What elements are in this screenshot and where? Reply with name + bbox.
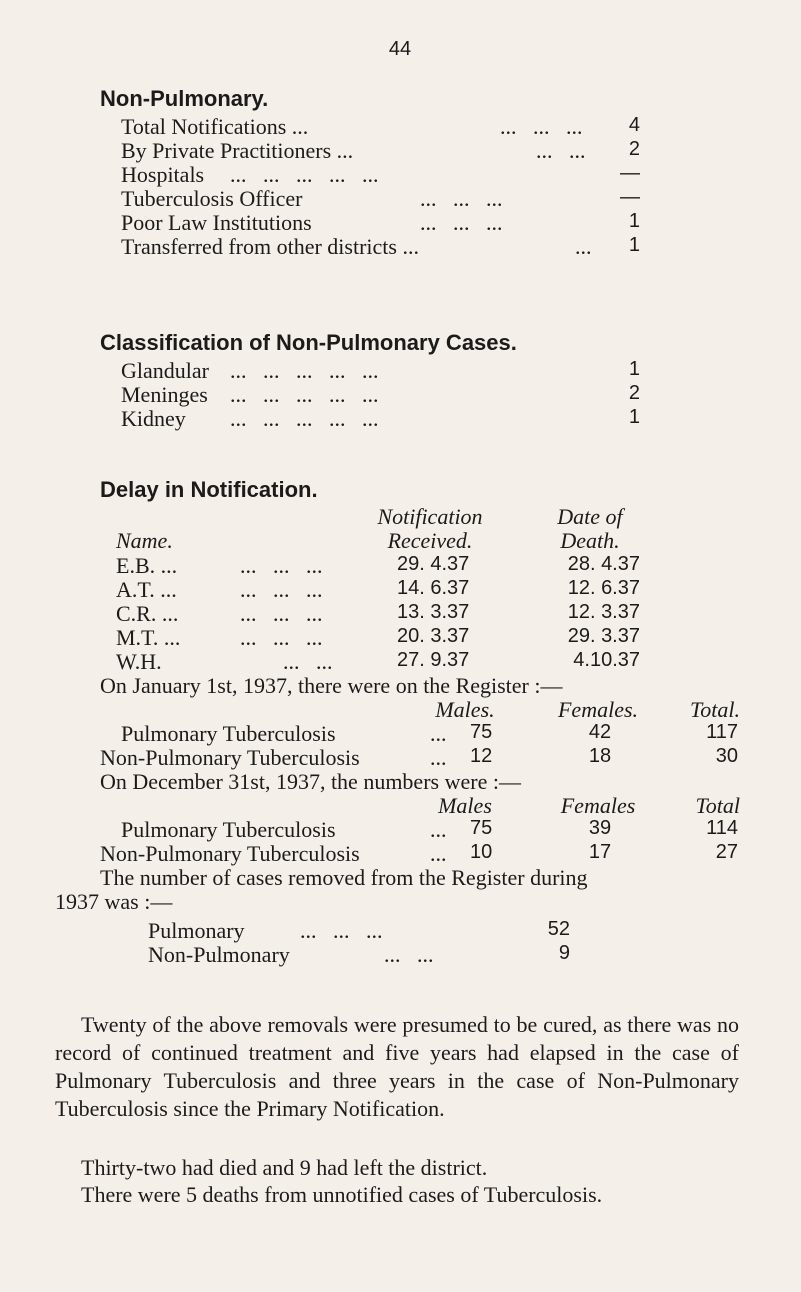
leader-dots: ... [575, 234, 592, 259]
leader-dots: ... [430, 745, 447, 770]
table-cell-received: 13. 3.37 [397, 601, 470, 623]
list-item-value: 4 [628, 114, 640, 136]
table-cell-males: 10 [470, 841, 493, 863]
list-item-label: Non-Pulmonary [148, 942, 290, 967]
column-header-females: Females. [557, 697, 639, 722]
unnotified-deaths-paragraph: There were 5 deaths from unnotified cases of Tuberculosis. [81, 1182, 603, 1207]
leader-dots: ... ... ... [240, 625, 323, 650]
non-pulmonary-heading: Non-Pulmonary. [100, 86, 269, 111]
table-cell-name: M.T. ... [116, 625, 181, 650]
list-item-value: 1 [628, 358, 640, 380]
deaths-paragraph: Thirty-two had died and 9 had left the district. [81, 1155, 488, 1180]
list-item-value: 1 [628, 234, 640, 256]
list-item-label: By Private Practitioners ... [121, 138, 354, 163]
leader-dots: ... ... ... [500, 114, 583, 139]
column-header-death: Death. [560, 528, 620, 553]
leader-dots: ... ... [536, 138, 586, 163]
column-header-date: Date of [557, 504, 623, 529]
list-item-label: Meninges [121, 382, 208, 407]
leader-dots: ... ... ... [420, 186, 503, 211]
list-item-value: 52 [547, 918, 570, 940]
table-cell-label: Non-Pulmonary Tuberculosis [100, 745, 360, 770]
column-header-notification: Notification [377, 504, 483, 529]
list-item-label: Transferred from other districts ... [121, 234, 419, 259]
list-item-value: 2 [628, 138, 640, 160]
leader-dots: ... ... ... ... ... [230, 358, 379, 383]
table-cell-females: 42 [588, 721, 612, 743]
table-cell-received: 14. 6.37 [397, 577, 470, 599]
list-item-label: Hospitals [121, 162, 205, 187]
leader-dots: ... ... ... [240, 601, 323, 626]
column-header-total: Total [695, 793, 740, 818]
register-dec-intro: On December 31st, 1937, the numbers were :— [100, 769, 521, 794]
table-cell-males: 12 [470, 745, 493, 767]
table-cell-received: 20. 3.37 [397, 625, 470, 647]
list-item-value: — [620, 186, 640, 208]
table-cell-death: 12. 3.37 [567, 601, 640, 623]
column-header-total: Total. [690, 697, 740, 722]
leader-dots: ... [430, 817, 447, 842]
page-number: 44 [388, 38, 412, 60]
removed-intro-continued: 1937 was :— [55, 889, 173, 914]
table-cell-name: C.R. ... [116, 601, 179, 626]
leader-dots: ... ... ... ... ... [230, 382, 379, 407]
leader-dots: ... [430, 721, 447, 746]
list-item-label: Poor Law Institutions [121, 210, 312, 235]
leader-dots: ... ... ... [240, 577, 323, 602]
delay-heading: Delay in Notification. [100, 477, 318, 502]
list-item-label: Tuberculosis Officer [121, 186, 303, 211]
table-cell-females: 18 [588, 745, 612, 767]
list-item-value: 2 [628, 382, 640, 404]
list-item-value: 1 [628, 406, 640, 428]
table-cell-males: 75 [470, 721, 493, 743]
leader-dots: ... ... [283, 649, 333, 674]
leader-dots: ... ... [384, 942, 434, 967]
column-header-males: Males. [435, 697, 495, 722]
table-cell-total: 117 [706, 721, 738, 743]
list-item-label: Glandular [121, 358, 209, 383]
column-header-males: Males [438, 793, 492, 818]
table-cell-received: 27. 9.37 [397, 649, 470, 671]
table-cell-received: 29. 4.37 [397, 553, 470, 575]
table-cell-total: 27 [715, 841, 738, 863]
list-item-value: 9 [558, 942, 570, 964]
column-header-name: Name. [116, 528, 173, 553]
table-cell-name: E.B. ... [116, 553, 178, 578]
removed-intro: The number of cases removed from the Register during [100, 865, 588, 890]
classification-heading: Classification of Non-Pulmonary Cases. [100, 330, 517, 355]
register-jan-intro: On January 1st, 1937, there were on the Register :— [100, 673, 563, 698]
list-item-label: Kidney [121, 406, 186, 431]
table-cell-death: 12. 6.37 [567, 577, 640, 599]
column-header-received: Received. [387, 528, 473, 553]
list-item-value: 1 [628, 210, 640, 232]
table-cell-name: A.T. ... [116, 577, 177, 602]
table-cell-death: 4.10.37 [573, 649, 640, 671]
leader-dots: ... ... ... [240, 553, 323, 578]
table-cell-total: 30 [715, 745, 738, 767]
table-cell-death: 29. 3.37 [567, 625, 640, 647]
list-item-label: Pulmonary [148, 918, 245, 943]
leader-dots: ... ... ... ... ... [230, 406, 379, 431]
table-cell-label: Non-Pulmonary Tuberculosis [100, 841, 360, 866]
leader-dots: ... [430, 841, 447, 866]
table-cell-females: 39 [588, 817, 612, 839]
table-cell-females: 17 [588, 841, 612, 863]
table-cell-label: Pulmonary Tuberculosis [121, 721, 336, 746]
table-cell-label: Pulmonary Tuberculosis [121, 817, 336, 842]
leader-dots: ... ... ... ... ... [230, 162, 379, 187]
list-item-label: Total Notifications ... [121, 114, 309, 139]
column-header-females: Females [560, 793, 636, 818]
leader-dots: ... ... ... [300, 918, 383, 943]
leader-dots: ... ... ... [420, 210, 503, 235]
table-cell-total: 114 [706, 817, 738, 839]
list-item-value: — [620, 162, 640, 184]
table-cell-death: 28. 4.37 [567, 553, 640, 575]
table-cell-males: 75 [470, 817, 493, 839]
removals-paragraph: Twenty of the above removals were presumed to be cured, as there was no record of continued treatment and five years had elapsed in the case of Pulmonary Tuberculosis and three years in the case of Non-Pulmonary Tuberculosis since the Primary Notification. [55, 1012, 739, 1121]
table-cell-name: W.H. [116, 649, 162, 674]
